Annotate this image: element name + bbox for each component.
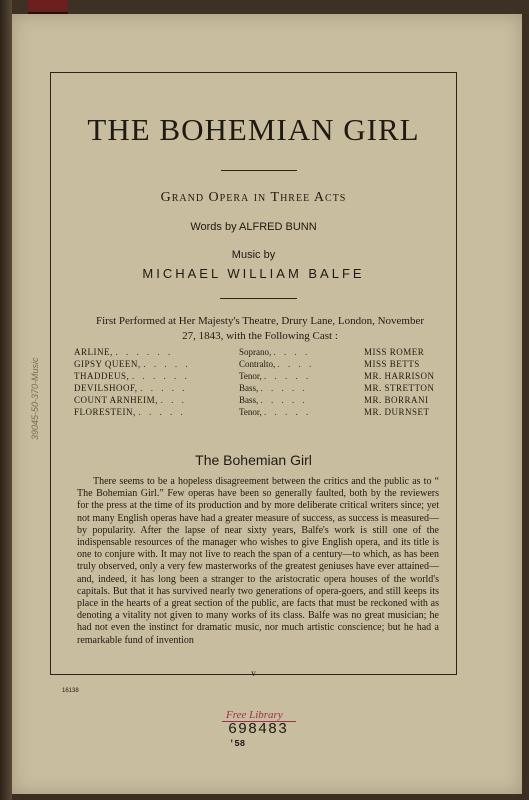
cast-role: DEVILSHOOF, . . . . . (74, 383, 188, 393)
opera-title: THE BOHEMIAN GIRL (87, 112, 420, 147)
cast-list (74, 347, 444, 419)
cast-singer: MR. STRETTON (364, 383, 435, 393)
library-stamp: Free Library (226, 709, 283, 721)
cast-row (74, 359, 444, 371)
cast-role: FLORESTEIN, . . . . . (74, 407, 186, 417)
cast-singer: MR. BORRANI (364, 395, 429, 405)
cast-voice: Bass, . . . . . (239, 383, 308, 393)
print-code: 16138 (62, 688, 79, 694)
accession-code: '58 (229, 739, 246, 749)
cast-voice: Contralto, . . . . (239, 359, 315, 369)
cast-row (74, 383, 444, 395)
cast-voice: Tenor, . . . . . (239, 371, 312, 381)
cast-role: THADDEUS, . . . . . . (74, 371, 190, 381)
page-number: v (251, 668, 256, 678)
cast-row (74, 407, 444, 419)
book-spine (0, 0, 12, 800)
cast-role: GIPSY QUEEN, . . . . . (74, 359, 191, 369)
section-heading: The Bohemian Girl (195, 452, 312, 468)
book-top-edge (0, 0, 529, 14)
cast-singer: MISS BETTS (364, 359, 420, 369)
margin-pencil-note: 39045-50-370-Music (30, 357, 40, 440)
opera-subtitle: Grand Opera in Three Acts (160, 190, 347, 205)
cast-voice: Bass, . . . . . (239, 395, 308, 405)
title-divider (221, 170, 297, 171)
bookmark-tab (28, 0, 68, 14)
cast-singer: MR. DURNSET (364, 407, 430, 417)
cast-voice: Soprano, . . . . (239, 347, 311, 357)
cast-role: ARLINE, . . . . . . (74, 347, 174, 357)
cast-row (74, 371, 444, 383)
cast-singer: MISS ROMER (364, 347, 425, 357)
intro-paragraph: There seems to be a hopeless disagreement between the critics and the public as to “ The Bohemian Girl.” Few operas have been so generally faulted, both by the reviewers for the press at the time of its production and by more deliberate critical writers since; yet not many English operas have had a greater measure of success, as success is measured—by popularity. After the lapse of near sixty years, Balfe's work is still one of the indispensable resources of the manager who wishes to give English opera, and its title is one to conjure with. It may not live to reach the span of a century—to which, as has been truly observed, only a very few masterworks of the greatest geniuses have ever attained—and, indeed, it has long been a stranger to the aristocratic opera houses of the world's capitals. But that it has survived nearly two generations of opera-goers, and still keeps its place in the hearts of a great section of the public, are facts that must be reckoned with as denoting a vitality not given to many works of its class. Balfe was no great musician; he had not even the instinct for dramatic music, nor much artistic conscience; but he had a remarkable fund of invention (77, 476, 439, 646)
music-by-label: Music by (231, 249, 276, 261)
composer-divider (220, 298, 297, 299)
librettist-credit: Words by ALFRED BUNN (190, 221, 317, 233)
accession-number: 698483 (228, 721, 289, 738)
cast-role: COUNT ARNHEIM, . . . (74, 395, 187, 405)
first-performed-note: First Performed at Her Majesty's Theatre, Drury Lane, London, November 27, 1843, with the Following Cast : (95, 315, 425, 342)
cast-voice: Tenor, . . . . . (239, 407, 312, 417)
cast-row (74, 347, 444, 359)
composer-name: MICHAEL WILLIAM BALFE (142, 266, 365, 281)
cast-singer: MR. HARRISON (364, 371, 435, 381)
cast-row (74, 395, 444, 407)
